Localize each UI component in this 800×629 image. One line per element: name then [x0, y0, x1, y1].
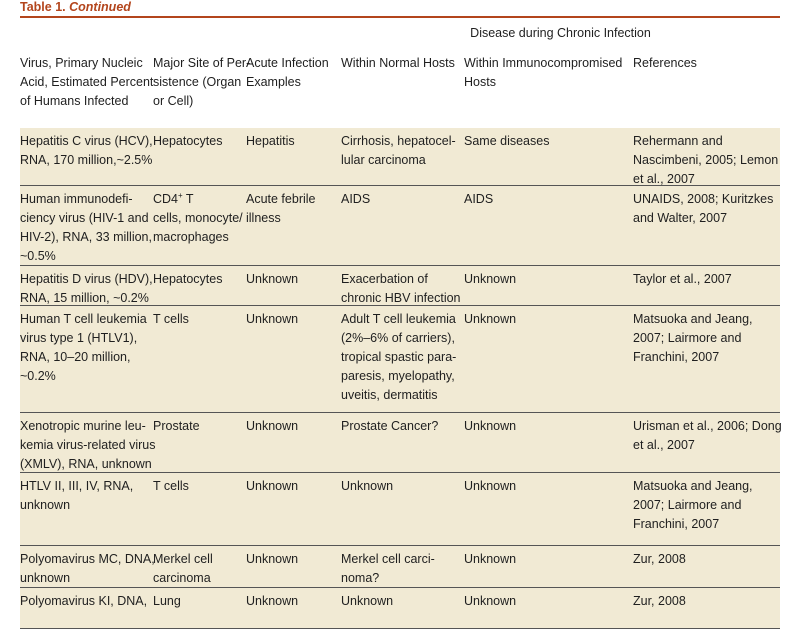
cell-line [246, 310, 340, 329]
cell-text: Acute febrile [246, 192, 316, 206]
cell-line [20, 436, 156, 455]
cell-line [20, 417, 152, 436]
cell-text: Urisman et al., 2006; Dong [633, 419, 782, 433]
cell-line [341, 550, 463, 569]
cell-immunocompromised [464, 417, 632, 436]
cell-line [633, 592, 780, 611]
caption-continued: Continued [69, 0, 131, 14]
cell-line: sistence (Organ [153, 75, 242, 89]
cell-immunocompromised [464, 550, 632, 569]
cell-text: Nascimbeni, 2005; Lemon [633, 153, 779, 167]
table-row [20, 186, 780, 266]
cell-virus [20, 310, 152, 386]
cell-line [341, 132, 463, 151]
cell-text: Matsuoka and Jeang, [633, 479, 753, 493]
cd4-suffix: T [182, 192, 194, 206]
cell-line [633, 550, 780, 569]
cell-text: HTLV II, III, IV, RNA, [20, 479, 134, 493]
cell-site [153, 132, 245, 151]
span-header-label: Disease during Chronic Infection [470, 26, 651, 40]
cell-line [20, 367, 152, 386]
cell-text: (XMLV), RNA, unknown [20, 457, 152, 471]
cell-text: macrophages [153, 230, 229, 244]
cell-immunocompromised [464, 190, 632, 209]
cell-references [633, 477, 780, 534]
cell-line [464, 132, 632, 151]
cell-line [341, 270, 463, 289]
cell-text: RNA, 10–20 million, [20, 350, 131, 364]
cell-line: References [633, 56, 697, 70]
cell-line [633, 515, 780, 534]
cell-line [633, 496, 780, 515]
header-references [633, 54, 780, 73]
cell-line [633, 190, 780, 209]
cell-line [20, 209, 152, 228]
cell-text: tropical spastic para- [341, 350, 457, 364]
table-row [20, 266, 780, 306]
cell-line: Hosts [464, 75, 496, 89]
cell-line [464, 592, 632, 611]
cell-line [341, 417, 463, 436]
cell-line [246, 132, 340, 151]
header-immunocompromised [464, 54, 632, 92]
cell-text: Unknown [341, 594, 394, 608]
cell-references [633, 270, 780, 289]
cell-text: AIDS [464, 192, 494, 206]
cell-line [246, 592, 340, 611]
cell-line [464, 190, 632, 209]
cell-text: Unknown [341, 479, 394, 493]
cell-references [633, 190, 780, 228]
cell-line [20, 550, 155, 569]
cell-text: paresis, myelopathy, [341, 369, 455, 383]
cell-text: UNAIDS, 2008; Kuritzkes [633, 192, 774, 206]
cell-references [633, 310, 780, 367]
cell-line [633, 132, 780, 151]
cell-text: Human T cell leukemia [20, 312, 147, 326]
cell-line: Acute Infection [246, 56, 329, 70]
cell-text: AIDS [341, 192, 371, 206]
cell-site [153, 477, 245, 496]
cell-text: Hepatitis [246, 134, 295, 148]
cell-line [464, 310, 632, 329]
header-normal-hosts [341, 54, 463, 73]
cell-line [153, 550, 245, 569]
column-header-row [20, 44, 780, 129]
cell-line [20, 455, 152, 474]
cell-text: Xenotropic murine leu- [20, 419, 146, 433]
cell-acute [246, 310, 340, 329]
cell-line [341, 386, 463, 405]
cell-line [20, 132, 152, 151]
cell-line [20, 329, 152, 348]
cell-references [633, 417, 780, 455]
cell-text: Zur, 2008 [633, 552, 686, 566]
header-virus [20, 54, 152, 111]
cell-text: Cirrhosis, hepatocel- [341, 134, 456, 148]
cell-line [633, 310, 780, 329]
cell-normal-hosts [341, 270, 463, 308]
cell-line [246, 270, 340, 289]
cell-line [464, 477, 632, 496]
cell-line: Examples [246, 75, 301, 89]
cell-text: T cells [153, 312, 189, 326]
cell-line: or Cell) [153, 94, 194, 108]
caption-prefix: Table 1. [20, 0, 66, 14]
cell-acute [246, 270, 340, 289]
cell-immunocompromised [464, 592, 632, 611]
cell-line [633, 270, 780, 289]
cell-line [633, 436, 780, 455]
cell-line [20, 190, 152, 209]
table-row [20, 473, 780, 546]
cell-virus [20, 270, 152, 308]
cell-text: Prostate [153, 419, 200, 433]
cell-acute [246, 190, 340, 228]
cell-line [20, 228, 152, 247]
cell-acute [246, 550, 340, 569]
cell-line [153, 132, 245, 151]
table-caption [20, 0, 131, 16]
cell-text: Unknown [246, 272, 299, 286]
cell-text: Unknown [246, 594, 299, 608]
cell-acute [246, 477, 340, 496]
cell-text: CD4 [153, 192, 179, 206]
cell-text: Merkel cell carci- [341, 552, 435, 566]
cell-line [20, 348, 152, 367]
cell-normal-hosts [341, 550, 463, 588]
cell-line [153, 310, 245, 329]
cell-virus [20, 477, 152, 515]
cell-line [633, 477, 780, 496]
cell-line: Virus, Primary Nucleic [20, 56, 143, 70]
cell-line [246, 550, 340, 569]
cell-line [153, 209, 245, 228]
cell-text: Unknown [246, 419, 299, 433]
cell-line [20, 247, 152, 266]
cell-line [633, 151, 780, 170]
cell-text: Unknown [246, 552, 299, 566]
cell-text: Unknown [246, 312, 299, 326]
cell-text: Taylor et al., 2007 [633, 272, 732, 286]
cell-text: Unknown [464, 479, 517, 493]
cell-text: Unknown [246, 479, 299, 493]
virus-table [20, 18, 782, 608]
cell-text: cells, monocyte/ [153, 211, 243, 225]
cell-site [153, 550, 245, 588]
cell-line [633, 417, 780, 436]
cell-text: unknown [20, 498, 71, 512]
cell-line [633, 348, 780, 367]
cell-text: Hepatitis D virus (HDV), [20, 272, 153, 286]
cell-text: Unknown [464, 594, 517, 608]
cell-line [341, 151, 463, 170]
table-row [20, 306, 780, 413]
cell-text: ~0.5% [20, 249, 56, 263]
cell-normal-hosts [341, 190, 463, 209]
cell-text: RNA, 170 million,~2.5% [20, 153, 153, 167]
cell-text: Unknown [464, 272, 517, 286]
cell-line [464, 550, 632, 569]
cell-acute [246, 417, 340, 436]
cell-normal-hosts [341, 592, 463, 611]
cell-normal-hosts [341, 417, 463, 436]
cell-line [153, 190, 245, 209]
cell-line: Acid, Estimated Percent [20, 75, 154, 89]
cell-text: virus type 1 (HTLV1), [20, 331, 138, 345]
table-row [20, 588, 780, 629]
cell-text: Polyomavirus KI, DNA, [20, 594, 148, 608]
cell-text: carcinoma [153, 571, 211, 585]
cell-line [153, 270, 245, 289]
cell-line [20, 592, 152, 611]
cell-normal-hosts [341, 310, 463, 405]
cell-line [341, 592, 463, 611]
cell-virus [20, 592, 152, 611]
cell-site [153, 417, 245, 436]
cell-text: Zur, 2008 [633, 594, 686, 608]
cell-line [246, 477, 340, 496]
cell-text: uveitis, dermatitis [341, 388, 438, 402]
cell-line [20, 496, 152, 515]
cell-text: et al., 2007 [633, 438, 695, 452]
cell-site [153, 190, 245, 247]
cell-line [464, 417, 632, 436]
cell-text: Unknown [464, 419, 517, 433]
cell-text: Lung [153, 594, 181, 608]
cell-line [464, 270, 632, 289]
cell-virus [20, 190, 152, 266]
cell-text: Hepatocytes [153, 272, 223, 286]
cell-line [341, 329, 463, 348]
cell-text: et al., 2007 [633, 172, 695, 186]
cell-text: unknown [20, 571, 71, 585]
cell-text: ciency virus (HIV-1 and [20, 211, 149, 225]
cell-text: 2007; Lairmore and [633, 331, 742, 345]
cell-text: (2%–6% of carriers), [341, 331, 455, 345]
cell-text: illness [246, 211, 281, 225]
cell-text: 2007; Lairmore and [633, 498, 742, 512]
cell-line [246, 209, 340, 228]
cell-line [20, 310, 152, 329]
cell-text: HIV-2), RNA, 33 million, [20, 230, 152, 244]
cell-line [633, 209, 780, 228]
header-acute [246, 54, 340, 92]
cell-normal-hosts [341, 132, 463, 170]
cd4-superscript: + [178, 190, 183, 200]
cell-line [20, 569, 152, 588]
cell-line [341, 569, 463, 588]
cell-immunocompromised [464, 310, 632, 329]
cell-normal-hosts [341, 477, 463, 496]
cell-acute [246, 132, 340, 151]
cell-line [153, 569, 245, 588]
cell-text: Polyomavirus MC, DNA, [20, 552, 155, 566]
cell-line [341, 190, 463, 209]
cell-site [153, 310, 245, 329]
cell-line [633, 329, 780, 348]
cell-virus [20, 550, 155, 588]
cell-line [341, 367, 463, 386]
cell-text: Same diseases [464, 134, 550, 148]
cell-immunocompromised [464, 477, 632, 496]
cell-text: Prostate Cancer? [341, 419, 439, 433]
table-row [20, 413, 780, 473]
cell-text: Merkel cell [153, 552, 213, 566]
cell-text: Exacerbation of [341, 272, 428, 286]
cell-line [20, 477, 152, 496]
cell-line [20, 151, 152, 170]
cell-site [153, 270, 245, 289]
table-row [20, 128, 780, 186]
cell-text: kemia virus-related virus [20, 438, 156, 452]
cell-text: noma? [341, 571, 380, 585]
cell-text: Hepatitis C virus (HCV), [20, 134, 153, 148]
cell-line [153, 477, 245, 496]
cell-text: Rehermann and [633, 134, 723, 148]
cell-line [246, 417, 340, 436]
cell-text: chronic HBV infection [341, 291, 461, 305]
cell-text: RNA, 15 million, ~0.2% [20, 291, 149, 305]
cell-line: Within Normal Hosts [341, 56, 455, 70]
cell-line: Major Site of Per- [153, 56, 251, 70]
cell-references [633, 132, 780, 189]
cell-text: Franchini, 2007 [633, 350, 720, 364]
cell-line [153, 417, 245, 436]
cell-line [153, 592, 245, 611]
cell-references [633, 550, 780, 569]
cell-line [153, 228, 245, 247]
cell-text: ~0.2% [20, 369, 56, 383]
cell-text: Matsuoka and Jeang, [633, 312, 753, 326]
cell-text: Adult T cell leukemia [341, 312, 456, 326]
table-row [20, 546, 780, 588]
cell-virus [20, 417, 156, 474]
cell-text: Hepatocytes [153, 134, 223, 148]
cell-references [633, 592, 780, 611]
cell-immunocompromised [464, 270, 632, 289]
cell-line: Within Immunocompromised [464, 56, 623, 70]
cell-immunocompromised [464, 132, 632, 151]
cell-line [341, 348, 463, 367]
cell-line: of Humans Infected [20, 94, 129, 108]
cell-line [246, 190, 340, 209]
cell-line [20, 270, 152, 289]
cell-text: Franchini, 2007 [633, 517, 720, 531]
span-header [341, 18, 780, 45]
cell-text: Unknown [464, 552, 517, 566]
cell-virus [20, 132, 152, 170]
cell-site [153, 592, 245, 611]
cell-acute [246, 592, 340, 611]
cell-text: lular carcinoma [341, 153, 426, 167]
cell-text: Unknown [464, 312, 517, 326]
cell-text: T cells [153, 479, 189, 493]
cell-text: and Walter, 2007 [633, 211, 728, 225]
cell-text: Human immunodefi- [20, 192, 133, 206]
cell-line [341, 477, 463, 496]
cell-line [341, 310, 463, 329]
header-site [153, 54, 251, 111]
